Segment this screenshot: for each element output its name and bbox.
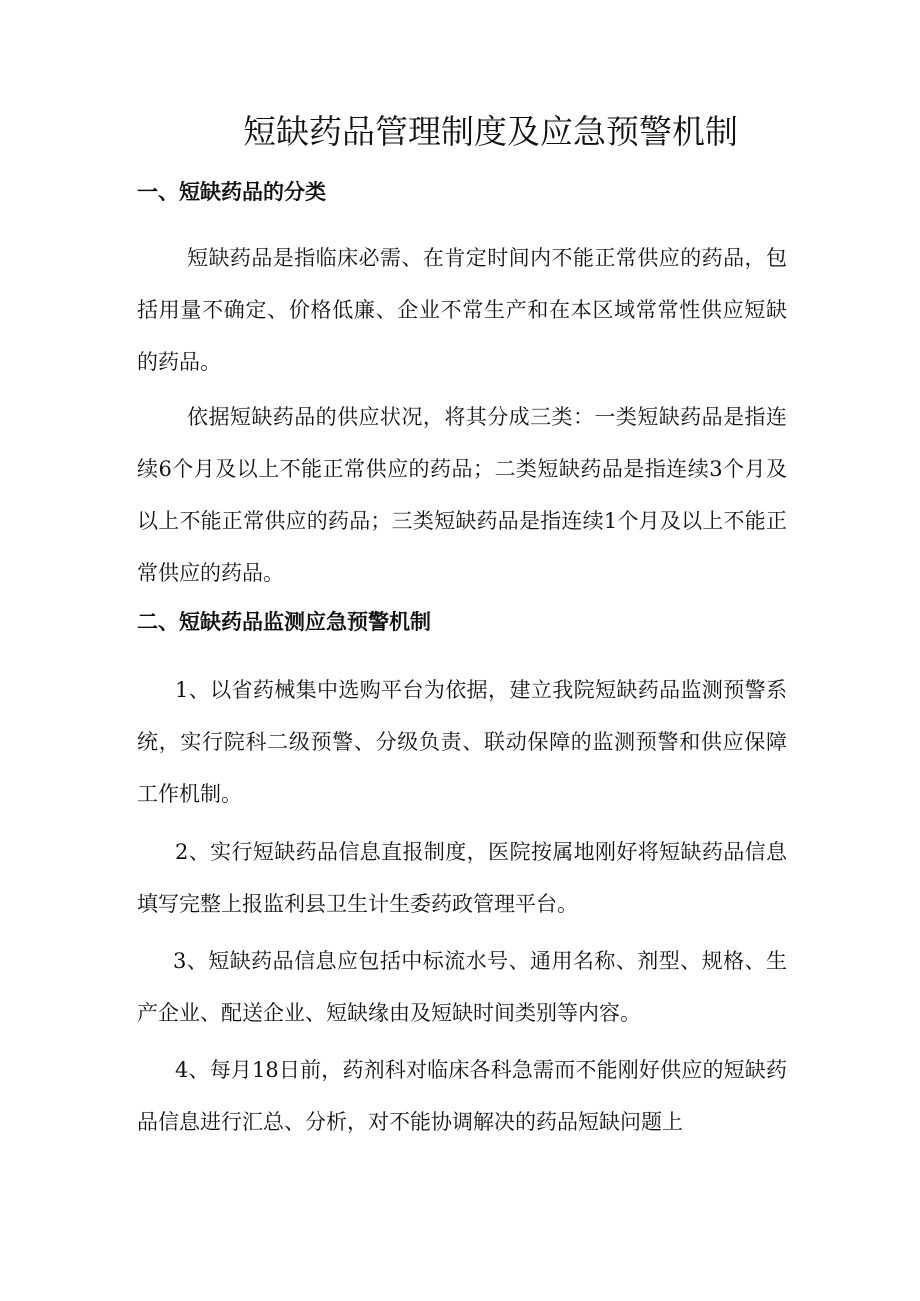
paragraph-item-4: 4、每月18日前，药剂科对临床各科急需而不能刚好供应的短缺药品信息进行汇总、分析，对不能协调解决的药品短缺问题上 bbox=[137, 1058, 787, 1134]
document-title: 短缺药品管理制度及应急预警机制 bbox=[243, 112, 738, 151]
paragraph-definition: 短缺药品是指临床必需、在肯定时间内不能正常供应的药品，包括用量不确定、价格低廉、企业不常生产和在本区域常常性供应短缺的药品。 bbox=[137, 246, 787, 374]
section-heading-classification: 一、短缺药品的分类 bbox=[137, 180, 326, 204]
paragraph-item-3: 3、短缺药品信息应包括中标流水号、通用名称、剂型、规格、生产企业、配送企业、短缺缘由及短缺时间类别等内容。 bbox=[137, 949, 787, 1025]
paragraph-item-1: 1、以省药械集中选购平台为依据，建立我院短缺药品监测预警系统，实行院科二级预警、分级负责、联动保障的监测预警和供应保障工作机制。 bbox=[137, 678, 787, 806]
paragraph-item-2: 2、实行短缺药品信息直报制度，医院按属地刚好将短缺药品信息填写完整上报监利县卫生计生委药政管理平台。 bbox=[137, 840, 787, 916]
paragraph-categories: 依据短缺药品的供应状况，将其分成三类：一类短缺药品是指连续6个月及以上不能正常供应的药品；二类短缺药品是指连续3个月及以上不能正常供应的药品；三类短缺药品是指连续1个月及以上不能正常供应的药品。 bbox=[137, 405, 787, 585]
section-heading-warning-mechanism: 二、短缺药品监测应急预警机制 bbox=[137, 610, 431, 634]
